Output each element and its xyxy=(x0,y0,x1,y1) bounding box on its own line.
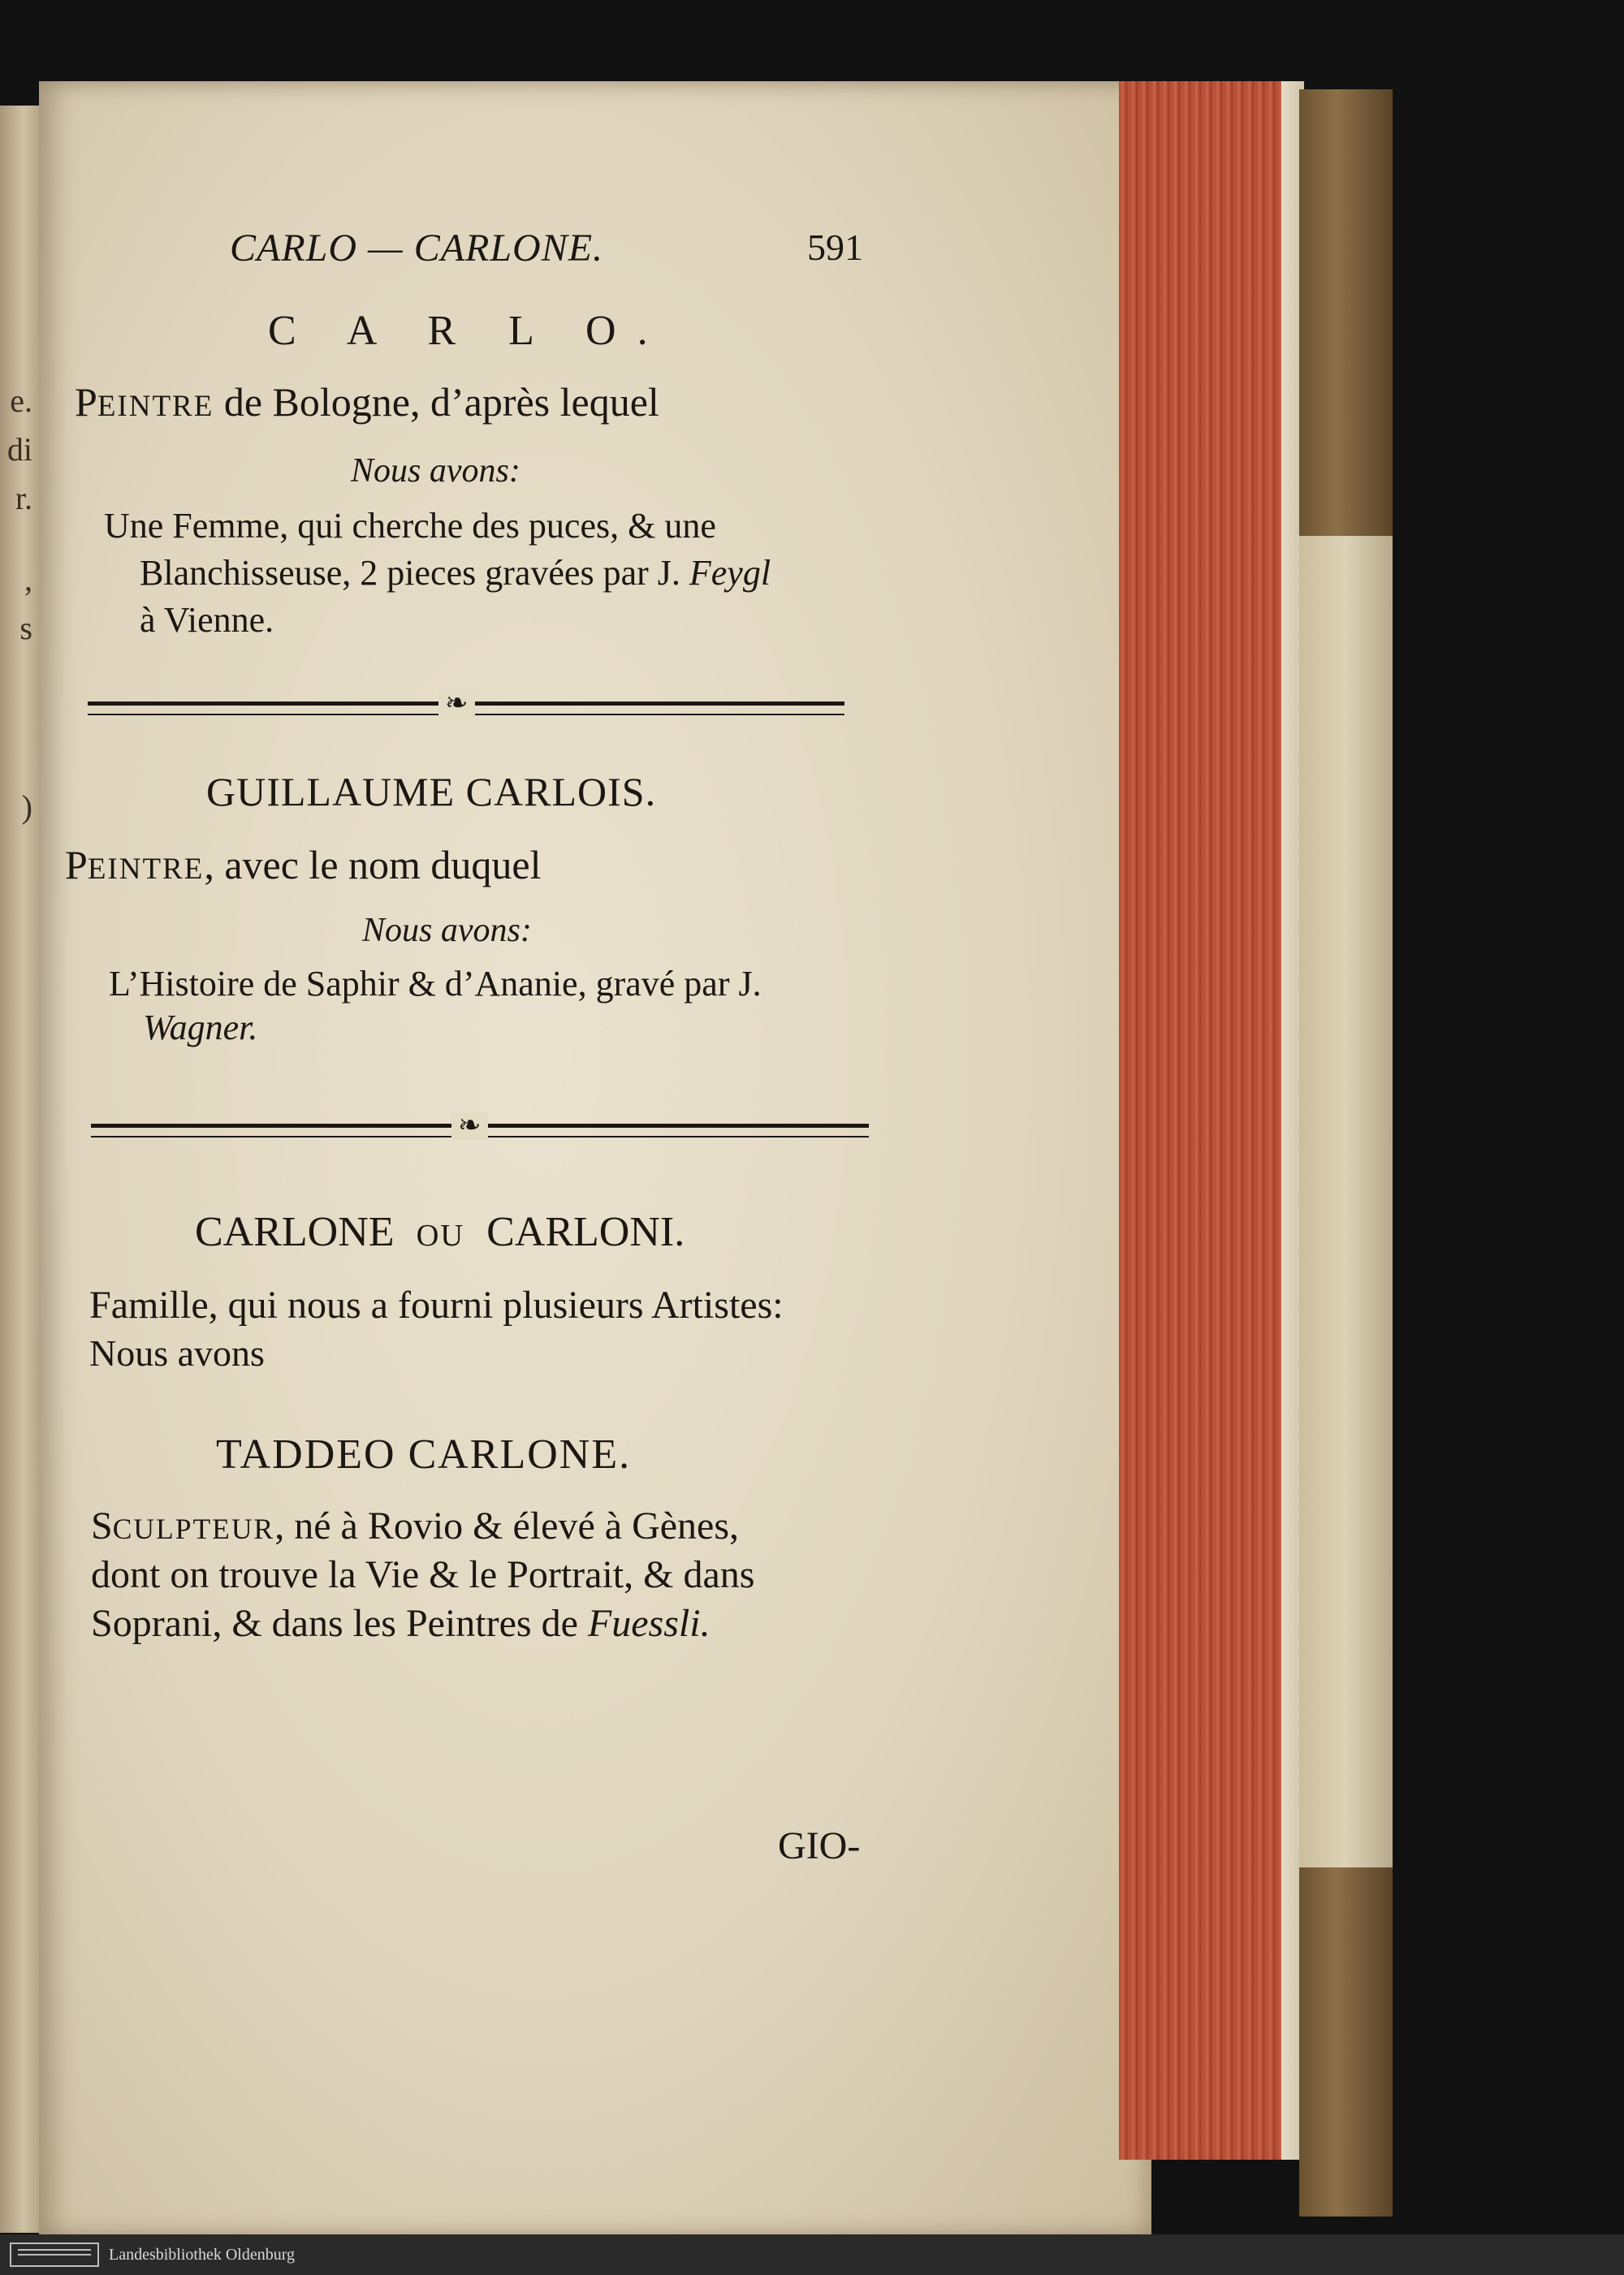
heading-part: CARLONI. xyxy=(486,1209,685,1255)
heading-part: CARLONE xyxy=(195,1209,395,1255)
family-line: Famille, qui nous a fourni plusieurs Artistes: xyxy=(89,1284,784,1327)
entry-heading-carlois: GUILLAUME CARLOIS. xyxy=(206,769,657,814)
entry-heading-taddeo: TADDEO CARLONE. xyxy=(216,1431,632,1478)
taddeo-text: Soprani, & dans les Peintres de xyxy=(91,1602,578,1645)
left-margin-char: di xyxy=(6,431,32,468)
ornament-icon: ❧ xyxy=(438,690,475,718)
taddeo-text: , né à Rovio & élevé à Gènes, xyxy=(274,1504,740,1548)
desc-text: , avec le nom duquel xyxy=(204,842,542,887)
author-name: Fuessli. xyxy=(587,1602,710,1645)
entry-description xyxy=(65,841,541,888)
page-number: 591 xyxy=(807,227,863,268)
desc-text: de Bologne, d’après lequel xyxy=(214,379,659,425)
entry-heading-carlo: C A R L O. xyxy=(268,308,669,354)
work-line: L’Histoire de Saphir & d’Ananie, gravé par J. xyxy=(109,964,762,1004)
small-caps: EINTRE xyxy=(87,853,205,886)
heading-conjunction: OU xyxy=(416,1219,465,1253)
left-margin-char: ) xyxy=(21,788,32,825)
nous-avons-label: Nous avons: xyxy=(362,912,532,949)
nous-avons-label: Nous avons: xyxy=(351,452,520,490)
running-title: CARLO — CARLONE. xyxy=(230,227,604,270)
catchword: GIO- xyxy=(778,1824,861,1867)
work-line xyxy=(140,552,771,594)
engraver-name: Feygl xyxy=(689,553,771,593)
library-logo-icon xyxy=(10,2243,99,2267)
engraver-name: Wagner. xyxy=(143,1008,258,1047)
entry-description xyxy=(75,378,659,425)
ornament-icon: ❧ xyxy=(451,1112,488,1140)
footer-credit: Landesbibliothek Oldenburg xyxy=(109,2246,296,2264)
left-margin-char: e. xyxy=(10,382,32,419)
left-margin-char: r. xyxy=(15,480,32,516)
drop-cap: S xyxy=(91,1504,113,1548)
book-cover xyxy=(1299,89,1393,2217)
entry-heading-carlone-family xyxy=(195,1208,685,1256)
footer-bar xyxy=(0,2234,1624,2275)
left-margin-char: , xyxy=(24,561,32,598)
drop-cap: P xyxy=(65,842,88,887)
running-header xyxy=(230,226,863,270)
work-line: Une Femme, qui cherche des puces, & une xyxy=(104,506,716,546)
drop-cap: P xyxy=(75,379,97,425)
small-caps: EINTRE xyxy=(97,390,214,423)
family-line: Nous avons xyxy=(89,1332,265,1374)
page-edges xyxy=(1119,81,1304,2160)
left-page-edge xyxy=(0,106,39,2233)
taddeo-line: dont on trouve la Vie & le Portrait, & dans xyxy=(91,1553,755,1596)
taddeo-line xyxy=(91,1601,710,1646)
taddeo-line xyxy=(91,1504,739,1548)
work-line: à Vienne. xyxy=(140,600,274,640)
left-margin-char: s xyxy=(19,610,32,646)
work-text: Blanchisseuse, 2 pieces gravées par J. xyxy=(140,553,680,593)
small-caps: CULPTEUR xyxy=(112,1513,275,1545)
